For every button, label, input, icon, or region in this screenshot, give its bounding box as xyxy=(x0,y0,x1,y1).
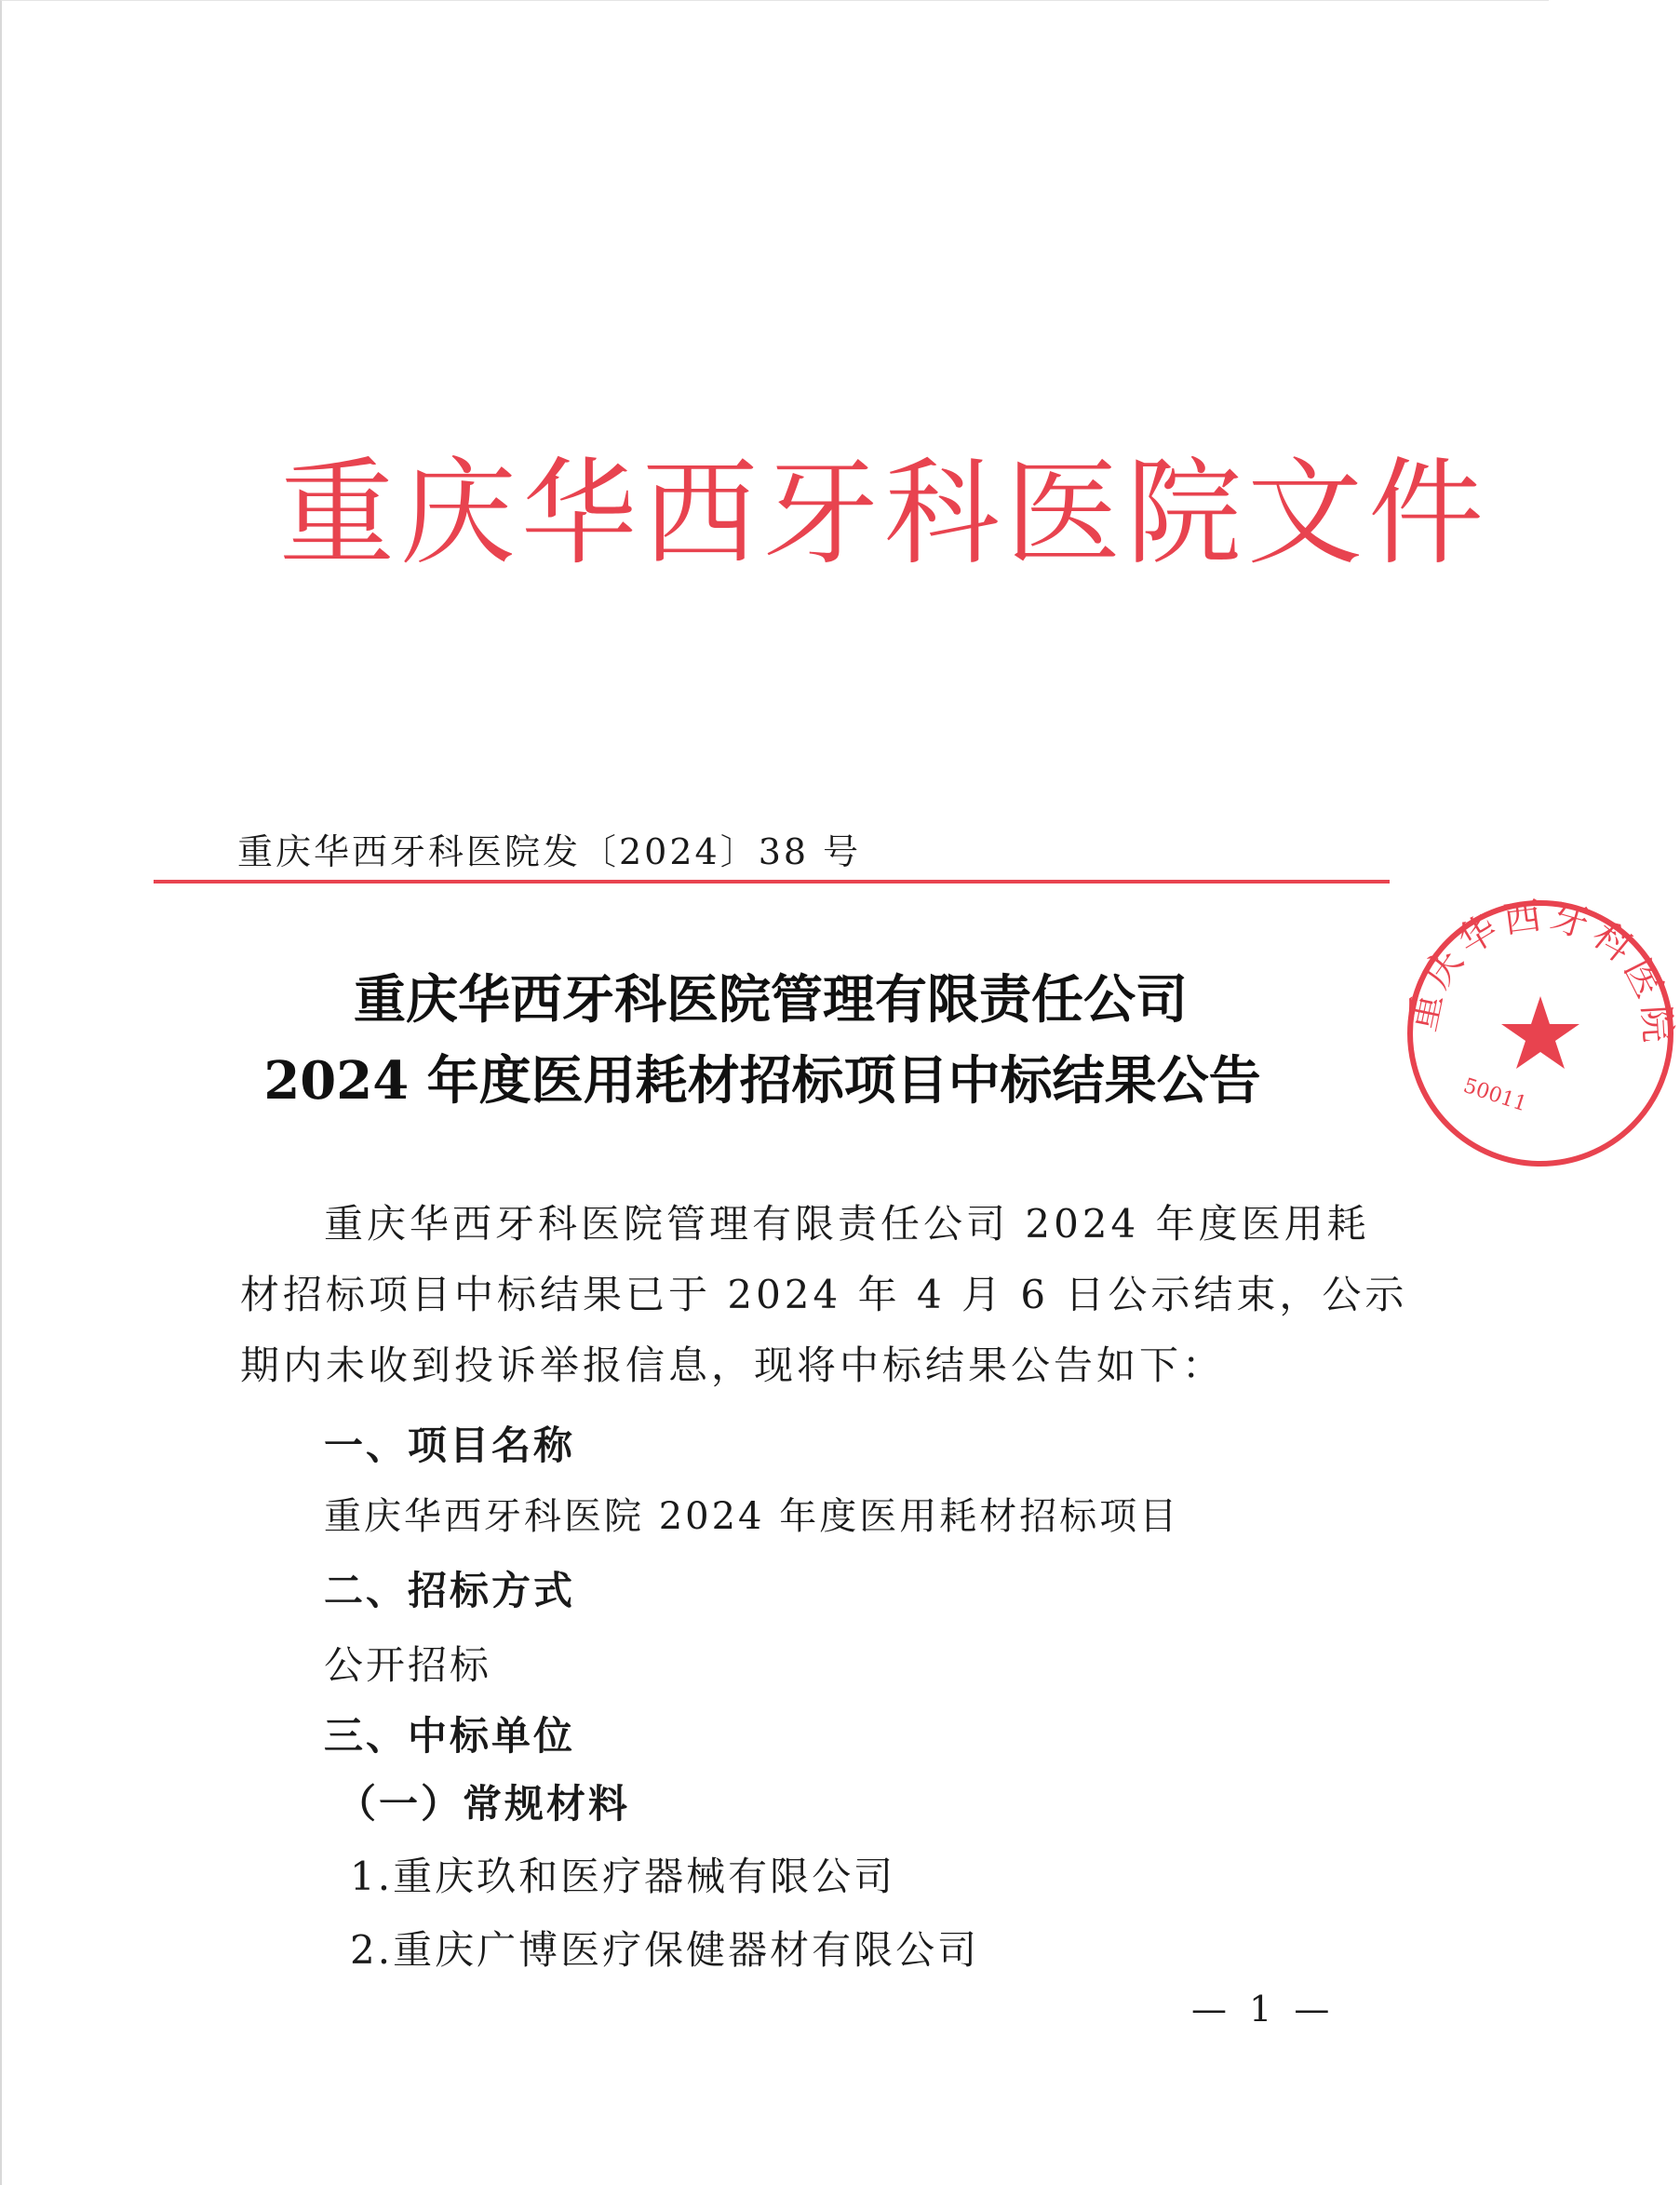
seal-text: 重庆华西牙科医院 xyxy=(1401,894,1680,1050)
section-2-heading: 二、招标方式 xyxy=(324,1568,576,1613)
official-seal-stamp xyxy=(1401,894,1680,1173)
document-number: 重庆华西牙科医院发〔2024〕38 号 xyxy=(237,831,862,872)
page-number: — 1 — xyxy=(1191,1989,1336,2030)
section-3-heading: 三、中标单位 xyxy=(324,1713,576,1759)
intro-line-3: 期内未收到投诉举报信息，现将中标结果公告如下： xyxy=(240,1342,1226,1388)
intro-line-1: 重庆华西牙科医院管理有限责任公司 2024 年度医用耗 xyxy=(324,1201,1370,1247)
section-1-heading: 一、项目名称 xyxy=(324,1423,576,1468)
section-3-subheading: （一）常规材料 xyxy=(337,1781,631,1827)
list-item: 1.重庆玖和医疗器械有限公司 xyxy=(350,1854,896,1899)
section-2-body: 公开招标 xyxy=(324,1642,492,1688)
title-line-1: 重庆华西牙科医院管理有限责任公司 xyxy=(354,969,1188,1031)
red-divider-line xyxy=(154,880,1390,883)
document-masthead: 重庆华西牙科医院文件 xyxy=(279,447,1490,581)
seal-code: 50011 xyxy=(1460,1073,1530,1117)
intro-line-2: 材招标项目中标结果已于 2024 年 4 月 6 日公示结束，公示 xyxy=(240,1272,1408,1317)
list-item: 2.重庆广博医疗保健器材有限公司 xyxy=(350,1927,980,1973)
title-line-2: 2024 年度医用耗材招标项目中标结果公告 xyxy=(263,1050,1261,1112)
section-1-body: 重庆华西牙科医院 2024 年度医用耗材招标项目 xyxy=(324,1495,1180,1538)
